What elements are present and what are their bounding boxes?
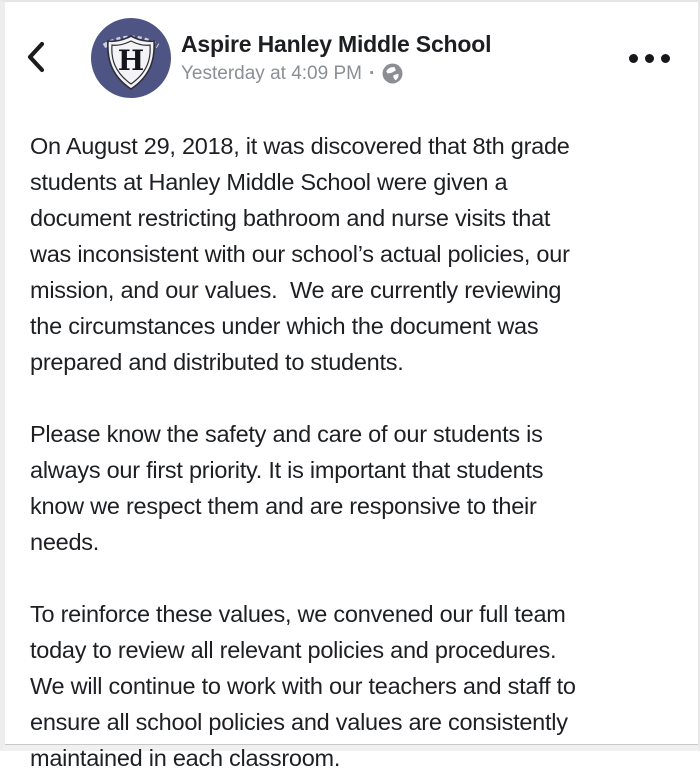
post-text-line: students at Hanley Middle School were given a <box>30 169 508 195</box>
post-text-line: We will continue to work with our teachers and staff to <box>30 673 576 699</box>
post-text-line: prepared and distributed to students. <box>30 349 404 375</box>
post-paragraph <box>30 596 680 776</box>
post-text-line: Please know the safety and care of our students is <box>30 421 543 447</box>
post-text-line: document restricting bathroom and nurse visits that <box>30 205 551 231</box>
globe-icon <box>382 63 403 84</box>
post-text-line: ensure all school policies and values are consistently <box>30 709 568 735</box>
post-text-line: needs. <box>30 529 100 555</box>
post-text-line: maintained in each classroom. <box>30 745 341 771</box>
chevron-left-icon <box>25 40 47 77</box>
post-text-line: To reinforce these values, we convened our full team <box>30 601 566 627</box>
avatar[interactable] <box>91 18 171 98</box>
post-text-line: On August 29, 2018, it was discovered that 8th grade <box>30 133 570 159</box>
post-text-line: today to review all relevant policies and procedures. <box>30 637 557 663</box>
timestamp[interactable]: Yesterday at 4:09 PM <box>181 62 362 84</box>
post-paragraph <box>30 416 680 560</box>
post-text-line: know we respect them and are responsive to their <box>30 493 537 519</box>
more-options-button[interactable] <box>623 48 676 69</box>
meta-separator: · <box>368 62 376 84</box>
post-body <box>5 128 698 776</box>
post-text-line: was inconsistent with our school’s actual policies, our <box>30 241 570 267</box>
ellipsis-icon <box>629 54 670 63</box>
post-text-line: the circumstances under which the document was <box>30 313 539 339</box>
header-text-block <box>181 31 623 85</box>
post-meta <box>181 63 623 85</box>
back-button[interactable] <box>17 34 55 83</box>
svg-text:H: H <box>117 44 145 77</box>
page-title[interactable]: Aspire Hanley Middle School <box>181 31 492 58</box>
post-paragraph <box>30 128 680 380</box>
post-text-line: always our first priority. It is important that students <box>30 457 544 483</box>
post-header <box>5 2 698 106</box>
post-text-line: mission, and our values. We are currently reviewing <box>30 277 562 303</box>
school-crest-icon <box>91 18 171 98</box>
